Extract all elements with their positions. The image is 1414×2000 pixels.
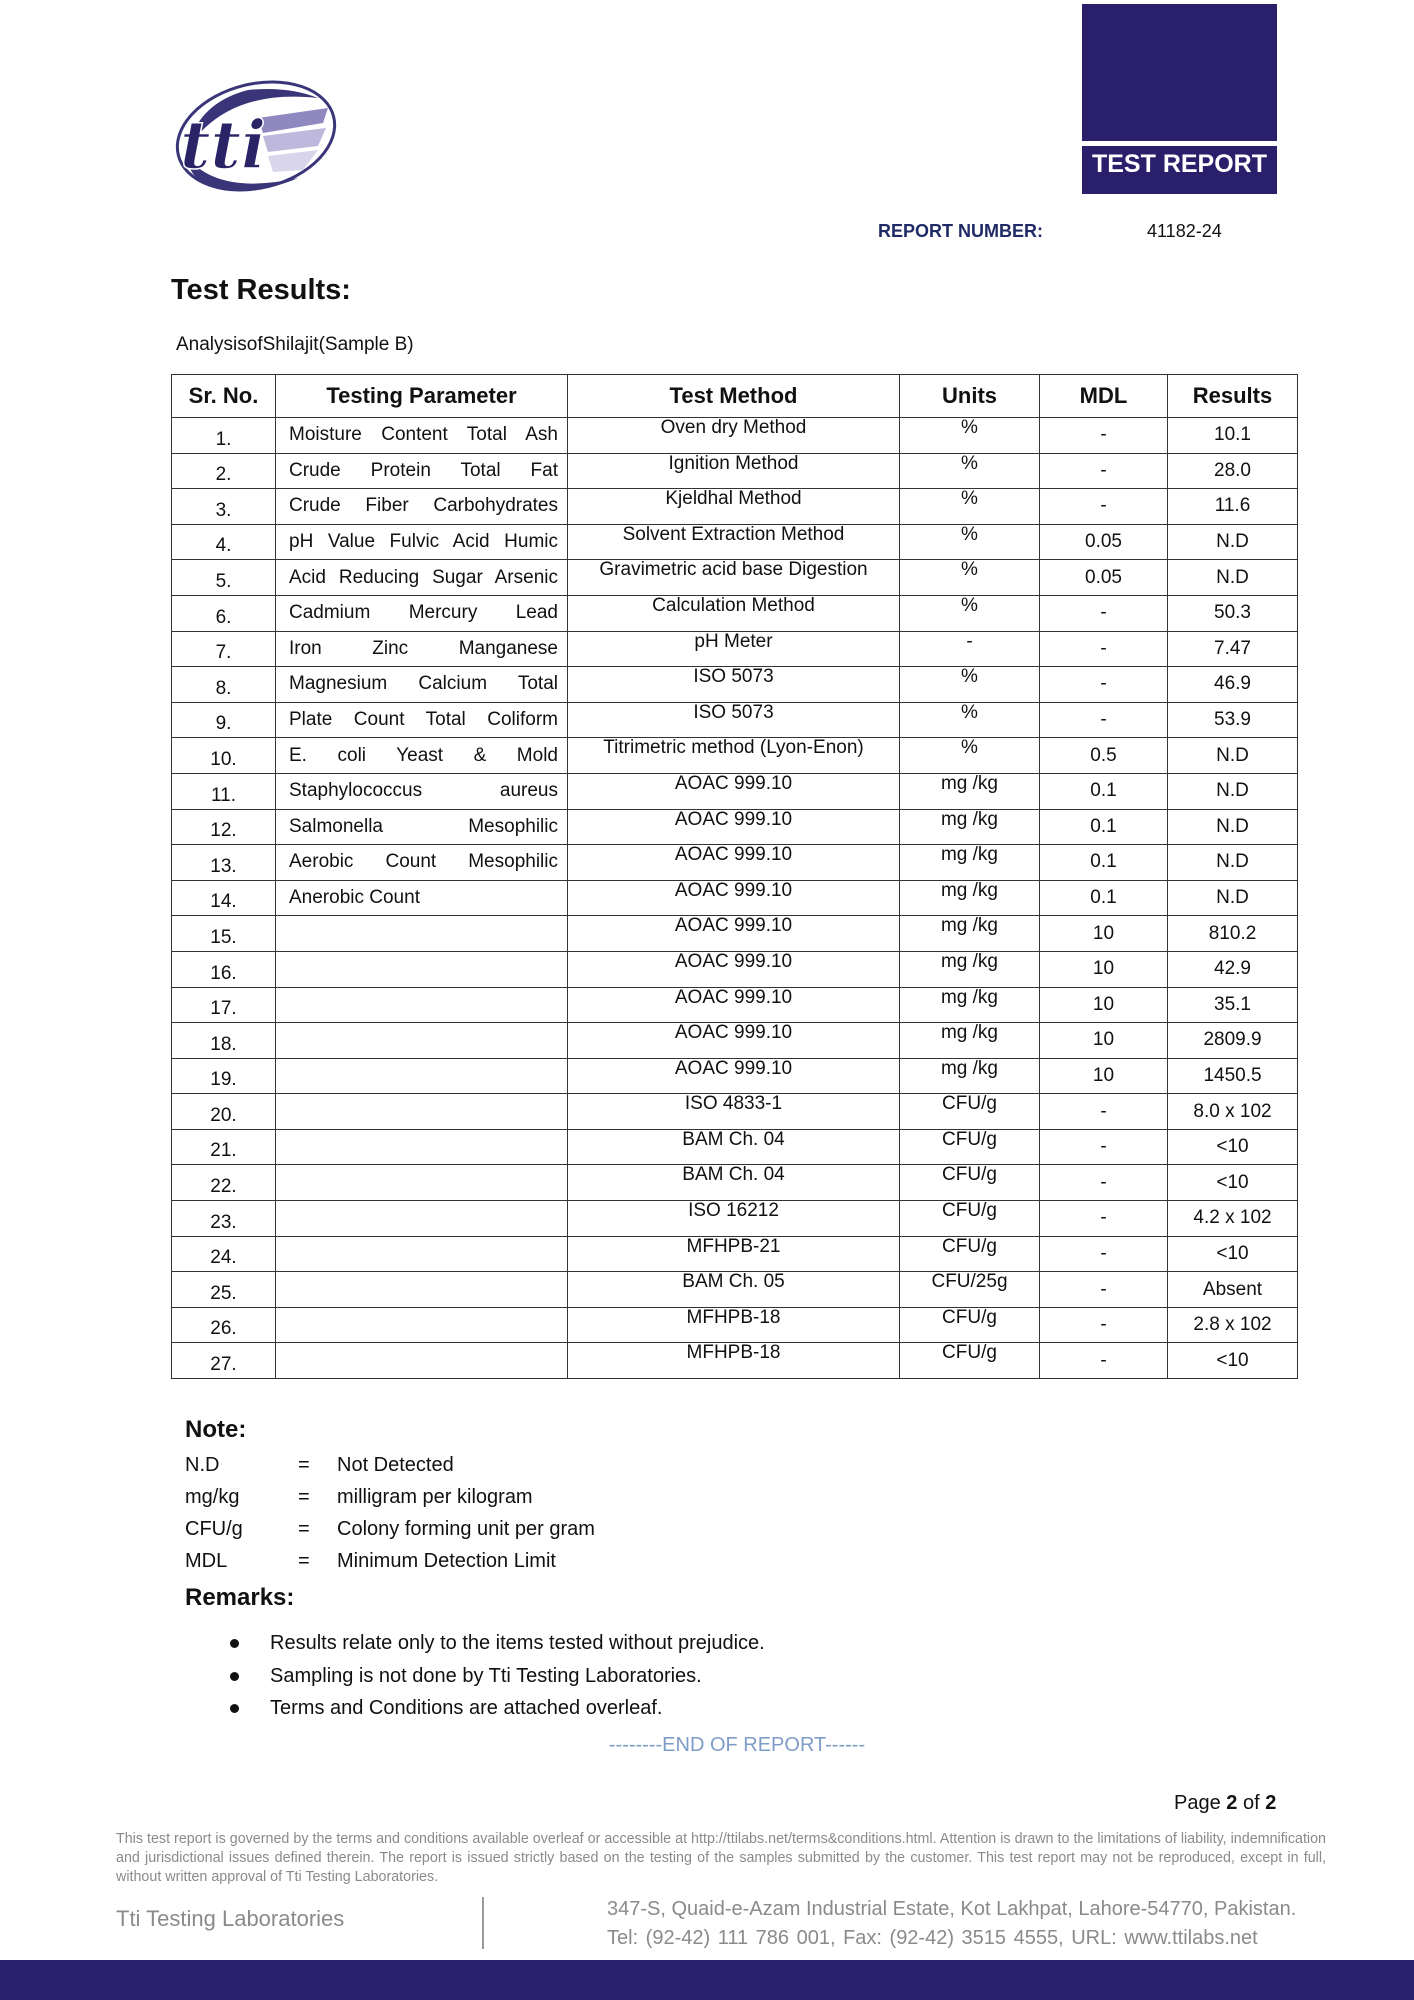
- unit-cell: -: [900, 631, 1040, 667]
- result-cell: 2809.9: [1168, 1023, 1298, 1059]
- result-cell: 2.8 x 102: [1168, 1307, 1298, 1343]
- section-title: Test Results:: [171, 274, 351, 306]
- method-cell: BAM Ch. 04: [568, 1129, 900, 1165]
- method-cell: MFHPB-18: [568, 1343, 900, 1379]
- unit-cell: CFU/25g: [900, 1272, 1040, 1308]
- tti-logo: [168, 78, 338, 200]
- table-row: [172, 524, 1298, 560]
- table-row: [172, 951, 1298, 987]
- report-number-value: 41182-24: [1147, 221, 1222, 241]
- header-results: Results: [1168, 375, 1298, 418]
- mdl-cell: 10: [1040, 951, 1168, 987]
- mdl-cell: -: [1040, 418, 1168, 454]
- sr-no-cell: 14.: [172, 880, 276, 916]
- sr-no-cell: 9.: [172, 702, 276, 738]
- mdl-cell: -: [1040, 489, 1168, 525]
- mdl-cell: -: [1040, 667, 1168, 703]
- result-cell: 10.1: [1168, 418, 1298, 454]
- result-cell: N.D: [1168, 809, 1298, 845]
- result-cell: 1450.5: [1168, 1058, 1298, 1094]
- table-row: [172, 809, 1298, 845]
- method-cell: ISO 4833-1: [568, 1094, 900, 1130]
- mdl-cell: -: [1040, 1343, 1168, 1379]
- unit-cell: CFU/g: [900, 1165, 1040, 1201]
- table-row: [172, 1094, 1298, 1130]
- note-equals: =: [298, 1550, 310, 1572]
- sr-no-cell: 8.: [172, 667, 276, 703]
- parameter-cell: [276, 1094, 568, 1130]
- parameter-cell: [276, 916, 568, 952]
- method-cell: AOAC 999.10: [568, 951, 900, 987]
- result-cell: <10: [1168, 1129, 1298, 1165]
- page-sep: of: [1237, 1792, 1266, 1814]
- mdl-cell: -: [1040, 1201, 1168, 1237]
- result-cell: 11.6: [1168, 489, 1298, 525]
- sr-no-cell: 17.: [172, 987, 276, 1023]
- table-header-row: [172, 375, 1298, 418]
- mdl-cell: 10: [1040, 916, 1168, 952]
- mdl-cell: -: [1040, 595, 1168, 631]
- sr-no-cell: 27.: [172, 1343, 276, 1379]
- sr-no-cell: 12.: [172, 809, 276, 845]
- mdl-cell: 0.1: [1040, 809, 1168, 845]
- table-row: [172, 1165, 1298, 1201]
- unit-cell: %: [900, 738, 1040, 774]
- unit-cell: mg /kg: [900, 880, 1040, 916]
- mdl-cell: -: [1040, 1129, 1168, 1165]
- page-prefix: Page: [1174, 1792, 1227, 1814]
- mdl-cell: 10: [1040, 987, 1168, 1023]
- table-row: [172, 880, 1298, 916]
- parameter-cell: Acid Reducing Sugar Arsenic: [276, 560, 568, 596]
- header-test-method: Test Method: [568, 375, 900, 418]
- parameter-cell: Anerobic Count: [276, 880, 568, 916]
- result-cell: 7.47: [1168, 631, 1298, 667]
- result-cell: 4.2 x 102: [1168, 1201, 1298, 1237]
- method-cell: Solvent Extraction Method: [568, 524, 900, 560]
- method-cell: MFHPB-21: [568, 1236, 900, 1272]
- footer-band: [0, 1960, 1414, 2000]
- method-cell: AOAC 999.10: [568, 880, 900, 916]
- unit-cell: %: [900, 667, 1040, 703]
- sr-no-cell: 21.: [172, 1129, 276, 1165]
- bullet-icon: [230, 1639, 239, 1648]
- note-equals: =: [298, 1518, 310, 1540]
- page-total: 2: [1265, 1792, 1277, 1814]
- mdl-cell: 10: [1040, 1058, 1168, 1094]
- mdl-cell: 0.1: [1040, 880, 1168, 916]
- remark-text: Sampling is not done by Tti Testing Laboratories.: [270, 1665, 702, 1687]
- unit-cell: CFU/g: [900, 1343, 1040, 1379]
- method-cell: Kjeldhal Method: [568, 489, 900, 525]
- method-cell: AOAC 999.10: [568, 845, 900, 881]
- sr-no-cell: 1.: [172, 418, 276, 454]
- result-cell: 42.9: [1168, 951, 1298, 987]
- unit-cell: CFU/g: [900, 1129, 1040, 1165]
- method-cell: ISO 5073: [568, 702, 900, 738]
- method-cell: Ignition Method: [568, 453, 900, 489]
- result-cell: N.D: [1168, 773, 1298, 809]
- mdl-cell: -: [1040, 1094, 1168, 1130]
- method-cell: AOAC 999.10: [568, 773, 900, 809]
- sr-no-cell: 23.: [172, 1201, 276, 1237]
- method-cell: AOAC 999.10: [568, 809, 900, 845]
- table-row: [172, 418, 1298, 454]
- method-cell: Calculation Method: [568, 595, 900, 631]
- parameter-cell: [276, 987, 568, 1023]
- result-cell: N.D: [1168, 880, 1298, 916]
- note-abbr: mg/kg: [185, 1486, 240, 1508]
- header-units: Units: [900, 375, 1040, 418]
- unit-cell: CFU/g: [900, 1307, 1040, 1343]
- unit-cell: mg /kg: [900, 845, 1040, 881]
- mdl-cell: 0.1: [1040, 773, 1168, 809]
- method-cell: Oven dry Method: [568, 418, 900, 454]
- result-cell: N.D: [1168, 524, 1298, 560]
- table-row: [172, 489, 1298, 525]
- sr-no-cell: 24.: [172, 1236, 276, 1272]
- table-row: [172, 773, 1298, 809]
- result-cell: N.D: [1168, 738, 1298, 774]
- table-row: [172, 1272, 1298, 1308]
- result-cell: 50.3: [1168, 595, 1298, 631]
- unit-cell: CFU/g: [900, 1236, 1040, 1272]
- result-cell: <10: [1168, 1343, 1298, 1379]
- method-cell: AOAC 999.10: [568, 1023, 900, 1059]
- table-row: [172, 987, 1298, 1023]
- note-definition: Minimum Detection Limit: [337, 1550, 556, 1572]
- table-row: [172, 560, 1298, 596]
- method-cell: AOAC 999.10: [568, 916, 900, 952]
- table-row: [172, 916, 1298, 952]
- table-row: [172, 595, 1298, 631]
- method-cell: ISO 16212: [568, 1201, 900, 1237]
- method-cell: pH Meter: [568, 631, 900, 667]
- bullet-icon: [230, 1704, 239, 1713]
- parameter-cell: [276, 1023, 568, 1059]
- footer-address: 347-S, Quaid-e-Azam Industrial Estate, Kot Lakhpat, Lahore-54770, Pakistan.: [607, 1898, 1297, 1920]
- sr-no-cell: 26.: [172, 1307, 276, 1343]
- sr-no-cell: 13.: [172, 845, 276, 881]
- method-cell: MFHPB-18: [568, 1307, 900, 1343]
- parameter-cell: [276, 1129, 568, 1165]
- parameter-cell: [276, 1058, 568, 1094]
- mdl-cell: 10: [1040, 1023, 1168, 1059]
- sample-label: AnalysisofShilajit(Sample B): [176, 334, 414, 355]
- sr-no-cell: 3.: [172, 489, 276, 525]
- footer-contact: Tel: (92-42) 111 786 001, Fax: (92-42) 3515 4555, URL: www.ttilabs.net: [607, 1927, 1258, 1949]
- mdl-cell: -: [1040, 453, 1168, 489]
- unit-cell: mg /kg: [900, 951, 1040, 987]
- table-row: [172, 1307, 1298, 1343]
- sr-no-cell: 19.: [172, 1058, 276, 1094]
- parameter-cell: [276, 1272, 568, 1308]
- note-abbr: CFU/g: [185, 1518, 243, 1540]
- test-report-label: TEST REPORT: [1091, 150, 1267, 178]
- table-row: [172, 1201, 1298, 1237]
- result-cell: 810.2: [1168, 916, 1298, 952]
- method-cell: BAM Ch. 04: [568, 1165, 900, 1201]
- unit-cell: %: [900, 560, 1040, 596]
- unit-cell: %: [900, 524, 1040, 560]
- unit-cell: mg /kg: [900, 809, 1040, 845]
- results-table: [171, 374, 1298, 1379]
- logo-text: tti: [180, 106, 267, 184]
- table-row: [172, 1236, 1298, 1272]
- note-equals: =: [298, 1454, 310, 1476]
- note-definition: Colony forming unit per gram: [337, 1518, 595, 1540]
- sr-no-cell: 5.: [172, 560, 276, 596]
- parameter-cell: Crude Fiber Carbohydrates: [276, 489, 568, 525]
- sr-no-cell: 16.: [172, 951, 276, 987]
- remark-text: Terms and Conditions are attached overleaf.: [270, 1697, 663, 1719]
- remarks-title: Remarks:: [185, 1584, 295, 1611]
- sr-no-cell: 22.: [172, 1165, 276, 1201]
- method-cell: BAM Ch. 05: [568, 1272, 900, 1308]
- unit-cell: mg /kg: [900, 916, 1040, 952]
- table-row: [172, 1343, 1298, 1379]
- page-current: 2: [1226, 1792, 1238, 1814]
- report-number-label: REPORT NUMBER:: [878, 221, 1043, 241]
- header-mdl: MDL: [1040, 375, 1168, 418]
- sr-no-cell: 7.: [172, 631, 276, 667]
- footer-divider: [482, 1897, 484, 1949]
- table-row: [172, 667, 1298, 703]
- parameter-cell: Plate Count Total Coliform: [276, 702, 568, 738]
- result-cell: N.D: [1168, 845, 1298, 881]
- parameter-cell: Aerobic Count Mesophilic: [276, 845, 568, 881]
- parameter-cell: Iron Zinc Manganese: [276, 631, 568, 667]
- table-row: [172, 453, 1298, 489]
- unit-cell: %: [900, 453, 1040, 489]
- method-cell: Titrimetric method (Lyon-Enon): [568, 738, 900, 774]
- parameter-cell: Cadmium Mercury Lead: [276, 595, 568, 631]
- parameter-cell: E. coli Yeast & Mold: [276, 738, 568, 774]
- unit-cell: mg /kg: [900, 1058, 1040, 1094]
- sr-no-cell: 20.: [172, 1094, 276, 1130]
- unit-cell: CFU/g: [900, 1201, 1040, 1237]
- note-definition: Not Detected: [337, 1454, 454, 1476]
- parameter-cell: [276, 1201, 568, 1237]
- sr-no-cell: 4.: [172, 524, 276, 560]
- result-cell: <10: [1168, 1236, 1298, 1272]
- table-row: [172, 1023, 1298, 1059]
- page-number: [1174, 1792, 1276, 1815]
- unit-cell: mg /kg: [900, 773, 1040, 809]
- end-of-report: --------END OF REPORT------: [608, 1734, 866, 1756]
- sr-no-cell: 15.: [172, 916, 276, 952]
- parameter-cell: [276, 951, 568, 987]
- parameter-cell: Magnesium Calcium Total: [276, 667, 568, 703]
- header-sr-no: Sr. No.: [172, 375, 276, 418]
- sr-no-cell: 18.: [172, 1023, 276, 1059]
- result-cell: 28.0: [1168, 453, 1298, 489]
- note-equals: =: [298, 1486, 310, 1508]
- note-abbr: MDL: [185, 1550, 228, 1572]
- footer-disclaimer: This test report is governed by the terms and conditions available overleaf or accessible at http://ttilabs.net/terms&conditions.html. Attention is drawn to the limitations of liability, indemnification and jurisdictional issues defined therein. The report is issued strictly based on the testing of the samples submitted by the customer. This test report may not be reproduced, except in full, without written approval of Tti Testing Laboratories.: [116, 1831, 1326, 1885]
- table-row: [172, 845, 1298, 881]
- note-definition: milligram per kilogram: [337, 1486, 533, 1508]
- unit-cell: %: [900, 489, 1040, 525]
- result-cell: <10: [1168, 1165, 1298, 1201]
- table-row: [172, 631, 1298, 667]
- result-cell: N.D: [1168, 560, 1298, 596]
- parameter-cell: Staphylococcus aureus: [276, 773, 568, 809]
- parameter-cell: [276, 1343, 568, 1379]
- parameter-cell: Salmonella Mesophilic: [276, 809, 568, 845]
- note-abbr: N.D: [185, 1454, 220, 1476]
- mdl-cell: -: [1040, 1307, 1168, 1343]
- note-title: Note:: [185, 1416, 247, 1443]
- mdl-cell: -: [1040, 1272, 1168, 1308]
- parameter-cell: [276, 1236, 568, 1272]
- sr-no-cell: 10.: [172, 738, 276, 774]
- result-cell: 53.9: [1168, 702, 1298, 738]
- footer-company: Tti Testing Laboratories: [116, 1906, 345, 1931]
- result-cell: 8.0 x 102: [1168, 1094, 1298, 1130]
- sr-no-cell: 6.: [172, 595, 276, 631]
- mdl-cell: 0.05: [1040, 524, 1168, 560]
- unit-cell: %: [900, 702, 1040, 738]
- unit-cell: %: [900, 595, 1040, 631]
- remark-text: Results relate only to the items tested without prejudice.: [270, 1632, 765, 1654]
- parameter-cell: Moisture Content Total Ash: [276, 418, 568, 454]
- parameter-cell: pH Value Fulvic Acid Humic: [276, 524, 568, 560]
- mdl-cell: 0.1: [1040, 845, 1168, 881]
- mdl-cell: -: [1040, 702, 1168, 738]
- result-cell: Absent: [1168, 1272, 1298, 1308]
- method-cell: AOAC 999.10: [568, 1058, 900, 1094]
- method-cell: ISO 5073: [568, 667, 900, 703]
- parameter-cell: [276, 1307, 568, 1343]
- table-row: [172, 702, 1298, 738]
- unit-cell: %: [900, 418, 1040, 454]
- unit-cell: mg /kg: [900, 1023, 1040, 1059]
- table-row: [172, 738, 1298, 774]
- header-testing-parameter: Testing Parameter: [276, 375, 568, 418]
- unit-cell: CFU/g: [900, 1094, 1040, 1130]
- unit-cell: mg /kg: [900, 987, 1040, 1023]
- method-cell: Gravimetric acid base Digestion: [568, 560, 900, 596]
- table-row: [172, 1058, 1298, 1094]
- result-cell: 46.9: [1168, 667, 1298, 703]
- sr-no-cell: 11.: [172, 773, 276, 809]
- sr-no-cell: 2.: [172, 453, 276, 489]
- bullet-icon: [230, 1672, 239, 1681]
- mdl-cell: -: [1040, 1165, 1168, 1201]
- parameter-cell: [276, 1165, 568, 1201]
- result-cell: 35.1: [1168, 987, 1298, 1023]
- mdl-cell: -: [1040, 631, 1168, 667]
- mdl-cell: -: [1040, 1236, 1168, 1272]
- mdl-cell: 0.5: [1040, 738, 1168, 774]
- method-cell: AOAC 999.10: [568, 987, 900, 1023]
- parameter-cell: Crude Protein Total Fat: [276, 453, 568, 489]
- test-report-badge: [1082, 4, 1277, 194]
- table-row: [172, 1129, 1298, 1165]
- sr-no-cell: 25.: [172, 1272, 276, 1308]
- mdl-cell: 0.05: [1040, 560, 1168, 596]
